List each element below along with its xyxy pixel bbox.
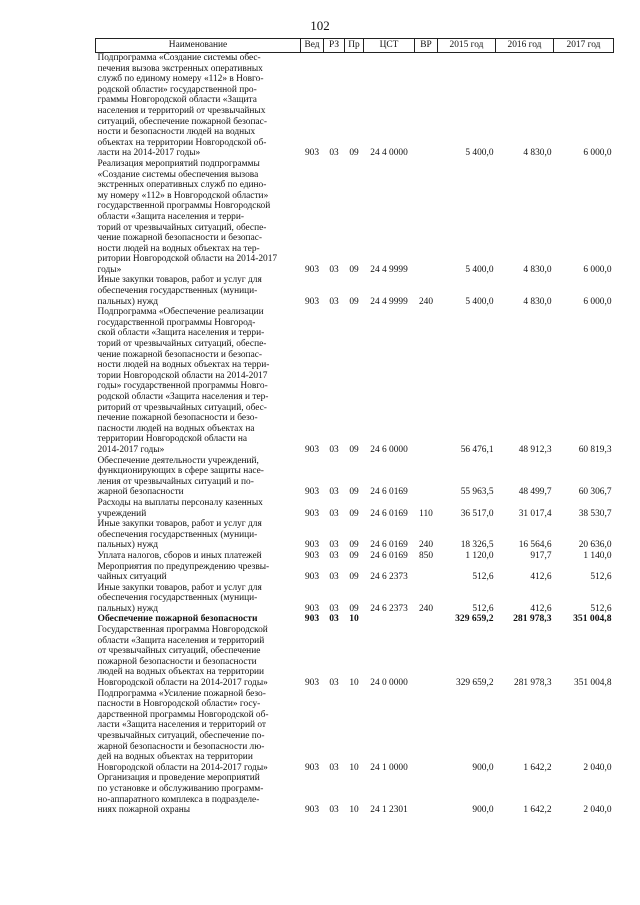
table-row <box>96 689 614 774</box>
cell-name: Обеспечение деятельности учреждений, функционирующих в сфере защиты насе- ления от чрезвычайных ситуаций и по- жарной безопасности <box>97 455 264 498</box>
cell-ved: 903 <box>304 540 320 551</box>
cell-pr: 09 <box>349 296 359 307</box>
cell-name: Иные закупки товаров, работ и услуг для обеспечения государственных (муници- пальных) нужд <box>97 519 262 551</box>
table-header-row <box>96 39 614 53</box>
cell-vr: 240 <box>418 540 434 551</box>
cell-y2017: 1 140,0 <box>583 550 612 561</box>
cell-name: Обеспечение пожарной безопасности <box>97 613 258 625</box>
page-number: 102 <box>310 18 330 33</box>
cell-y2016: 48 499,7 <box>518 487 552 498</box>
cell-y2016: 281 978,3 <box>513 613 552 625</box>
table-row <box>96 498 614 519</box>
cell-y2017: 351 004,8 <box>573 613 612 625</box>
cell-name: Подпрограмма «Усиление пожарной безо- пасности в Новгородской области» госу- дарственной программы Новгородской об- ласти «Защита населения и территорий от чрезвычайных ситуаций, обеспечение по- жарной безопасности и безопасности лю- дей на водных объектах на территории Новгородской области на 2014-2017 годы» <box>97 688 269 773</box>
cell-ved: 903 <box>304 296 320 307</box>
cell-vr <box>415 614 438 625</box>
cell-ved: 903 <box>304 572 320 583</box>
cell-rz: 03 <box>329 148 339 159</box>
cell-name: Подпрограмма «Обеспечение реализации государственной программы Новгород- ской области «Защита населения и терри- торий от чрезвычайных ситуаций, обеспе- чение пожарной безопасности и безопас- ности людей на водных объектах на терри- тории Новгородской области на 2014-2017 годы» государственной программы Новго- родской области «Защита населения и тер- риторий от чрезвычайных ситуаций, обес- печение пожарной безопасности и безо- пасности людей на водных объектах на территории Новгородской области на 2014-2017 годы» <box>97 307 270 455</box>
cell-y2017: 512,6 <box>590 603 612 614</box>
cell-vr <box>415 562 438 583</box>
table-row <box>96 519 614 551</box>
header-2015: 2015 год <box>438 39 496 53</box>
cell-ved: 903 <box>304 762 320 773</box>
cell-pr: 09 <box>349 264 359 275</box>
cell-rz: 03 <box>329 678 339 689</box>
table-row <box>96 562 614 583</box>
cell-name: Мероприятия по предупреждению чрезвы- чайных ситуаций <box>97 561 270 583</box>
cell-y2017: 60 306,7 <box>578 487 612 498</box>
cell-ved: 903 <box>304 487 320 498</box>
cell-y2017: 38 530,7 <box>578 508 612 519</box>
cell-ved: 903 <box>304 603 320 614</box>
cell-pr: 10 <box>349 805 359 816</box>
cell-y2017: 512,6 <box>590 572 612 583</box>
cell-name: Государственная программа Новгородской области «Защита населения и территорий от чрезвычайных ситуаций, обеспечение пожарной безопасности и безопасности людей на водных объектах на территории Новгородской области на 2014-2017 годы» <box>97 625 268 689</box>
table-row <box>96 583 614 615</box>
table-row <box>96 551 614 562</box>
cell-ved: 903 <box>304 444 320 455</box>
cell-cst: 24 4 0000 <box>370 148 408 159</box>
cell-y2017: 6 000,0 <box>583 296 612 307</box>
cell-pr: 10 <box>349 678 359 689</box>
header-pr: Пр <box>345 39 364 53</box>
cell-pr: 09 <box>349 148 359 159</box>
cell-y2015: 5 400,0 <box>465 264 494 275</box>
cell-pr: 09 <box>349 487 359 498</box>
table-body <box>96 53 614 816</box>
table-row <box>96 773 614 815</box>
cell-name: Уплата налогов, сборов и иных платежей <box>97 550 262 561</box>
cell-y2017: 6 000,0 <box>583 148 612 159</box>
cell-y2015: 18 326,5 <box>460 540 494 551</box>
table-row <box>96 53 614 159</box>
cell-pr: 10 <box>349 762 359 773</box>
cell-y2015: 36 517,0 <box>460 508 494 519</box>
cell-vr <box>415 53 438 159</box>
cell-y2016: 1 642,2 <box>523 805 552 816</box>
cell-y2016: 4 830,0 <box>523 296 552 307</box>
cell-y2016: 31 017,4 <box>518 508 552 519</box>
table-row <box>96 625 614 689</box>
cell-name: Иные закупки товаров, работ и услуг для обеспечения государственных (муници- пальных) нужд <box>97 275 262 307</box>
cell-y2016: 1 642,2 <box>523 762 552 773</box>
cell-y2016: 48 912,3 <box>518 444 552 455</box>
cell-rz: 03 <box>329 603 339 614</box>
cell-ved: 903 <box>304 148 320 159</box>
cell-y2015: 5 400,0 <box>465 296 494 307</box>
table-row <box>96 614 614 625</box>
cell-cst: 24 6 0169 <box>370 508 408 519</box>
header-2016: 2016 год <box>496 39 554 53</box>
cell-ved: 903 <box>304 508 320 519</box>
cell-ved: 903 <box>304 613 320 625</box>
cell-y2017: 6 000,0 <box>583 264 612 275</box>
cell-y2016: 4 830,0 <box>523 148 552 159</box>
cell-vr <box>415 689 438 774</box>
cell-vr: 240 <box>418 296 434 307</box>
header-2017: 2017 год <box>554 39 614 53</box>
cell-pr: 09 <box>349 550 359 561</box>
cell-y2015: 900,0 <box>472 805 494 816</box>
cell-cst: 24 4 9999 <box>370 296 408 307</box>
table-row <box>96 307 614 455</box>
cell-y2016: 281 978,3 <box>514 678 552 689</box>
cell-rz: 03 <box>329 762 339 773</box>
cell-name: Иные закупки товаров, работ и услуг для обеспечения государственных (муници- пальных) нужд <box>97 582 262 614</box>
cell-cst <box>364 614 415 625</box>
cell-cst: 24 6 2373 <box>370 572 408 583</box>
table-row <box>96 456 614 498</box>
cell-pr: 09 <box>349 572 359 583</box>
cell-rz: 03 <box>329 508 339 519</box>
cell-y2017: 351 004,8 <box>574 678 612 689</box>
cell-vr <box>415 773 438 815</box>
cell-y2015: 512,6 <box>472 603 494 614</box>
cell-y2015: 1 120,0 <box>465 550 494 561</box>
cell-name: Подпрограмма «Создание системы обес- печения вызова экстренных оперативных служб по единому номеру «112» в Новго- родской области» государственной про- граммы Новгородской области «Защита населения и территорий от чрезвычайных ситуаций, обеспечение пожарной безопас- ности и безопасности людей на водных объектах на территории Новгородской об- ласти на 2014-2017 годы» <box>97 53 267 159</box>
table-row <box>96 159 614 276</box>
cell-vr: 110 <box>419 508 433 519</box>
cell-y2015: 512,6 <box>472 572 494 583</box>
cell-y2016: 4 830,0 <box>523 264 552 275</box>
cell-cst: 24 6 0000 <box>370 444 408 455</box>
cell-ved: 903 <box>304 678 320 689</box>
cell-y2015: 329 659,2 <box>455 613 494 625</box>
cell-vr <box>415 625 438 689</box>
cell-pr: 09 <box>349 508 359 519</box>
cell-vr <box>415 456 438 498</box>
cell-y2017: 60 819,3 <box>578 444 612 455</box>
cell-name: Реализация мероприятий подпрограммы «Создание системы обеспечения вызова экстренных оперативных служб по едино- му номеру «112» в Новгородской области» государственной программы Новгородской области «Защита населения и терри- торий от чрезвычайных ситуаций, обеспе- чение пожарной безопасности и безопас- ности людей на водных объектах на тер- ритории Новгородской области на 2014-2017 годы» <box>97 158 278 275</box>
cell-y2016: 917,7 <box>530 550 552 561</box>
cell-ved: 903 <box>304 550 320 561</box>
cell-y2017: 2 040,0 <box>583 805 612 816</box>
cell-rz: 03 <box>329 805 339 816</box>
cell-cst: 24 0 0000 <box>370 678 408 689</box>
cell-rz: 03 <box>329 572 339 583</box>
cell-ved: 903 <box>304 264 320 275</box>
cell-cst: 24 6 0169 <box>370 487 408 498</box>
cell-vr: 850 <box>418 550 434 561</box>
header-vr: ВР <box>415 39 438 53</box>
cell-ved: 903 <box>304 805 320 816</box>
cell-rz: 03 <box>329 487 339 498</box>
cell-rz: 03 <box>329 296 339 307</box>
cell-vr: 240 <box>418 603 434 614</box>
cell-y2015: 329 659,2 <box>456 678 494 689</box>
table-row <box>96 275 614 307</box>
cell-cst: 24 1 0000 <box>370 762 408 773</box>
cell-name: Организация и проведение мероприятий по установке и обслуживанию программ- но-аппаратного комплекса в подразделе- ниях пожарной охраны <box>97 773 264 816</box>
cell-pr: 09 <box>349 603 359 614</box>
cell-rz: 03 <box>329 613 339 625</box>
cell-cst: 24 6 2373 <box>370 603 408 614</box>
cell-y2017: 20 636,0 <box>578 540 612 551</box>
cell-y2015: 900,0 <box>472 762 494 773</box>
cell-y2016: 16 564,6 <box>518 540 552 551</box>
cell-vr <box>415 307 438 455</box>
cell-cst: 24 6 0169 <box>370 540 408 551</box>
cell-pr: 09 <box>349 444 359 455</box>
cell-rz: 03 <box>329 550 339 561</box>
header-rz: РЗ <box>324 39 345 53</box>
cell-y2015: 56 476,1 <box>460 444 494 455</box>
cell-name: Расходы на выплаты персоналу казенных учреждений <box>97 497 263 519</box>
cell-pr: 09 <box>349 540 359 551</box>
cell-y2017: 2 040,0 <box>583 762 612 773</box>
cell-vr <box>415 159 438 276</box>
cell-pr: 10 <box>349 613 359 625</box>
cell-rz: 03 <box>329 540 339 551</box>
cell-rz: 03 <box>329 444 339 455</box>
cell-y2015: 5 400,0 <box>465 148 494 159</box>
header-cst: ЦСТ <box>364 39 415 53</box>
cell-cst: 24 1 2301 <box>370 805 408 816</box>
cell-rz: 03 <box>329 264 339 275</box>
cell-y2016: 412,6 <box>530 572 552 583</box>
header-ved: Вед <box>301 39 324 53</box>
header-name: Наименование <box>96 39 301 53</box>
cell-cst: 24 6 0169 <box>370 550 408 561</box>
cell-y2015: 55 963,5 <box>460 487 494 498</box>
cell-cst: 24 4 9999 <box>370 264 408 275</box>
cell-y2016: 412,6 <box>530 603 552 614</box>
budget-table <box>95 38 614 816</box>
